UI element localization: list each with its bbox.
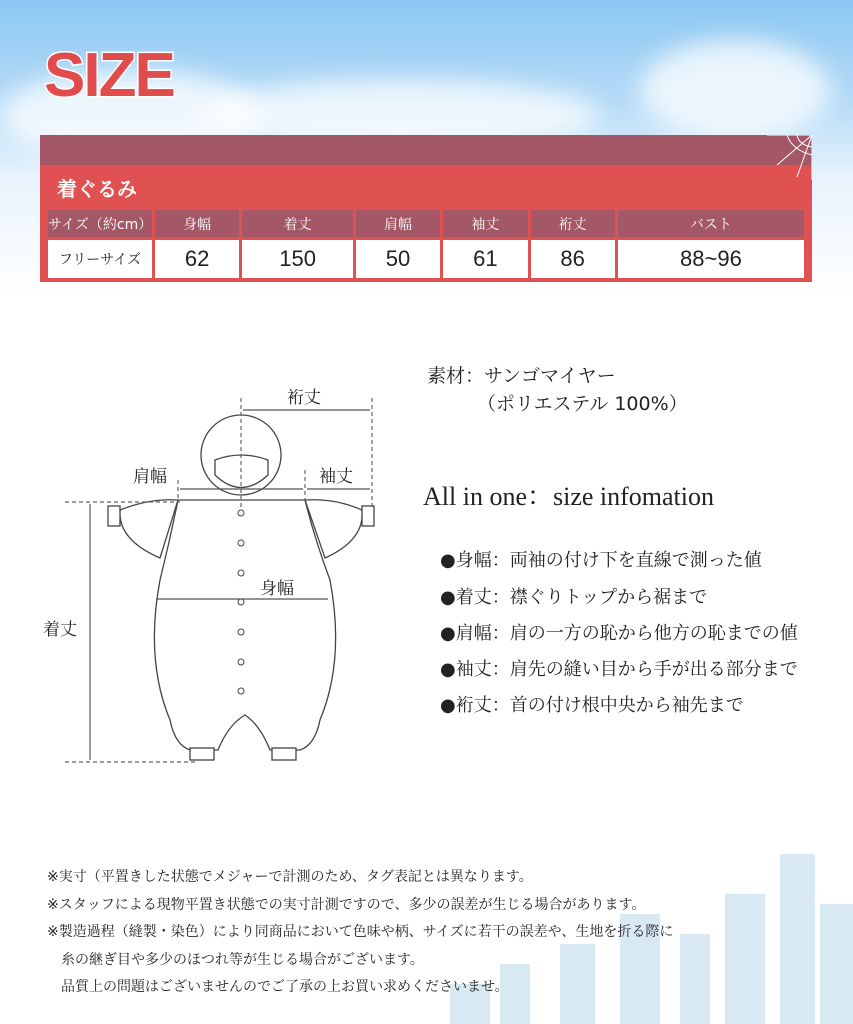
skyline xyxy=(780,854,815,1024)
label-yuki: 裄丈 xyxy=(287,388,321,408)
definition-item: ●身幅：両袖の付け下を直線で測った値 xyxy=(440,550,762,571)
product-title: 着ぐるみ xyxy=(57,177,137,201)
table-cell: 150 xyxy=(242,240,353,278)
english-heading: All in one：size infomation xyxy=(423,482,715,511)
note-line: 糸の継ぎ目や多少のほつれ等が生じる場合がございます。 xyxy=(47,951,424,968)
size-table-panel xyxy=(40,135,812,282)
material-line: （ポリエステル 100%） xyxy=(477,393,688,415)
cloud xyxy=(640,40,830,140)
definition-item: ●裄丈：首の付け根中央から袖先まで xyxy=(440,695,744,716)
label-sodetake: 袖丈 xyxy=(319,467,353,487)
label-katahaba: 肩幅 xyxy=(133,467,167,487)
table-cell: フリーサイズ xyxy=(48,240,152,278)
column-header: サイズ（約cm） xyxy=(48,210,152,237)
material-info xyxy=(427,362,688,418)
column-header: 袖丈 xyxy=(443,210,527,237)
table-row xyxy=(48,240,804,278)
note-line: ※製造過程（縫製・染色）により同商品において色味や柄、サイズに若干の誤差や、生地を折る際に xyxy=(47,924,674,940)
size-logo: SIZE xyxy=(44,41,174,110)
notes xyxy=(47,864,673,1002)
column-header: バスト xyxy=(618,210,804,237)
table-cell: 50 xyxy=(356,240,440,278)
skyline xyxy=(820,904,853,1024)
skyline xyxy=(680,934,710,1024)
table-header-row xyxy=(48,210,804,237)
note-line: 品質上の問題はございませんのでご了承の上お買い求めくださいませ。 xyxy=(47,979,509,995)
column-header: 着丈 xyxy=(242,210,353,237)
note-line: ※スタッフによる現物平置き状態での実寸計測ですので、多少の誤差が生じる場合があります。 xyxy=(47,896,646,913)
spider-web-icon xyxy=(767,135,812,180)
table-cell: 62 xyxy=(155,240,239,278)
table-cell: 88~96 xyxy=(618,240,804,278)
column-header: 身幅 xyxy=(155,210,239,237)
label-kitake: 着丈 xyxy=(43,620,77,640)
table-cell: 86 xyxy=(531,240,615,278)
skyline xyxy=(725,894,765,1024)
header-band xyxy=(40,135,812,165)
size-table xyxy=(45,207,807,281)
garment-diagram xyxy=(0,380,400,780)
material-line: 素材：サンゴマイヤー xyxy=(427,365,616,387)
definition-item: ●袖丈：肩先の縫い目から手が出る部分まで xyxy=(440,659,798,680)
table-cell: 61 xyxy=(443,240,527,278)
note-line: ※実寸（平置きした状態でメジャーで計測のため、タグ表記とは異なります。 xyxy=(47,869,533,885)
label-mihaba: 身幅 xyxy=(260,579,294,599)
definition-item: ●肩幅：肩の一方の恥から他方の恥までの値 xyxy=(440,623,798,644)
column-header: 裄丈 xyxy=(531,210,615,237)
column-header: 肩幅 xyxy=(356,210,440,237)
definition-item: ●着丈：襟ぐりトップから裾まで xyxy=(440,587,708,608)
